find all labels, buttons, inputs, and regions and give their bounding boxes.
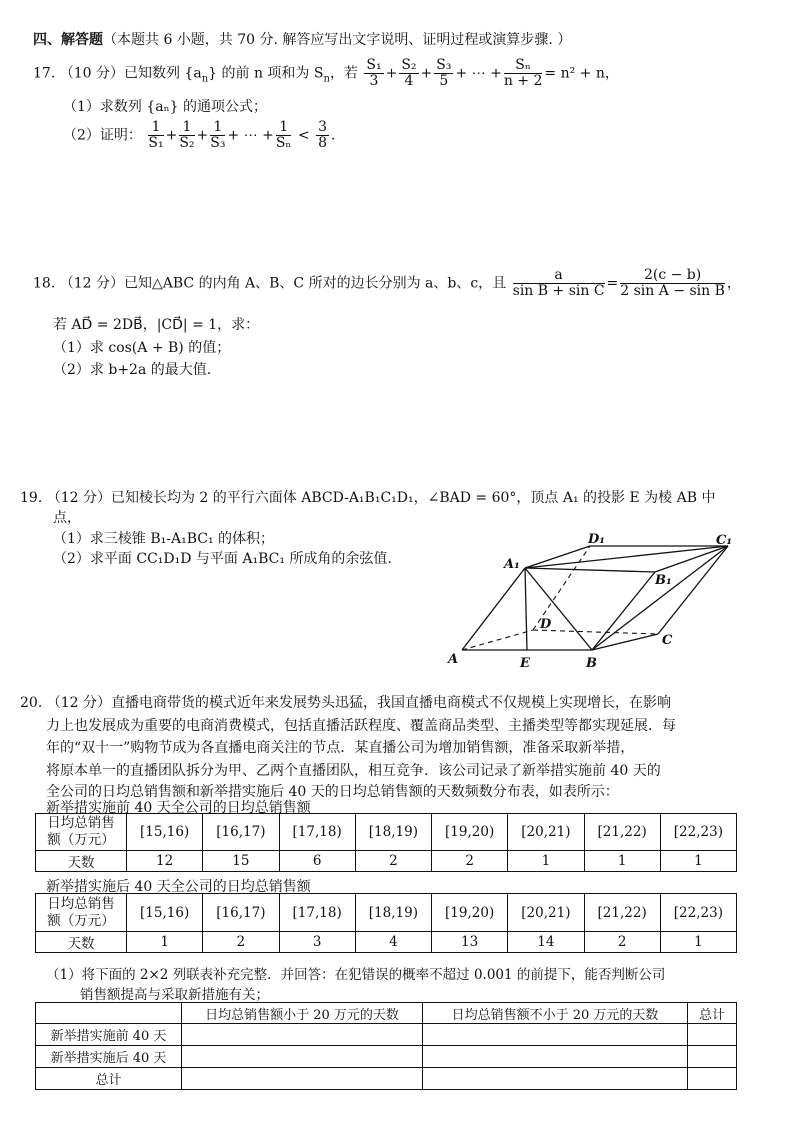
label-B1: B₁ [655, 573, 672, 588]
row-header [36, 814, 127, 851]
q20-text-1: 直播电商带货的模式近年来发展势头迅猛，我国直播电商模式不仅规模上实现增长，在影响 [110, 695, 671, 711]
frac-den: sin B + sin C [512, 283, 605, 299]
bin-cell: [19,20) [432, 814, 508, 851]
bin-cell: [20,21) [508, 894, 584, 932]
q20-line-3: 年的“双十一”购物节成为各直播电商关注的节点．某直播公司为增加销售额，准备采取新举措， [46, 740, 635, 756]
frac-num: S₂ [401, 57, 417, 73]
row-head-line2: 额（万元） [47, 912, 115, 929]
parallelepiped-figure [440, 530, 740, 675]
header-cell: 日均总销售额小于 20 万元的天数 [182, 1003, 423, 1024]
frac-num: 1 [276, 120, 292, 136]
q19-number: 19. [20, 490, 43, 506]
q18-eq: = [606, 275, 619, 292]
frac-num: 1 [210, 120, 225, 136]
q20-line-1 [20, 692, 671, 712]
bin-cell: [19,20) [432, 894, 508, 932]
bin-cell: [16,17) [203, 814, 279, 851]
q17-dots: + ⋯ + [455, 65, 502, 82]
q17-inv-3 [210, 120, 225, 151]
days-cell: 2 [584, 932, 660, 953]
q20-part1-b: 销售额提高与采取新措施有关； [80, 987, 269, 1003]
q17-end: . [331, 127, 336, 144]
bin-cell: [20,21) [508, 814, 584, 851]
q17-sub: n [201, 73, 209, 85]
q19-text: 已知棱长均为 2 的平行六面体 ABCD-A₁B₁C₁D₁，∠BAD = 60°，顶点 A₁ 的投影 E 为棱 AB 中 [110, 490, 716, 506]
days-cell: 1 [127, 932, 203, 953]
row-head-line2: 额（万元） [47, 832, 115, 848]
table-row [36, 814, 737, 851]
table-row [36, 1046, 737, 1068]
blank-cell[interactable] [688, 1024, 737, 1046]
days-cell: 1 [660, 851, 736, 872]
q17-inv-2 [179, 120, 194, 151]
q17-frac-3 [434, 58, 453, 89]
label-C1: C₁ [716, 533, 733, 548]
bin-cell: [15,16) [127, 814, 203, 851]
q20-number: 20. [20, 695, 43, 711]
section-note: （本题共 6 小题，共 70 分. 解答应写出文字说明、证明过程或演算步骤. ） [103, 32, 572, 48]
q17-part2-dots: + ⋯ + [227, 127, 274, 144]
q19-part2: （2）求平面 CC₁D₁D 与平面 A₁BC₁ 所成角的余弦值. [53, 551, 392, 567]
q18-text: 已知△ABC 的内角 A、B、C 所对的边长分别为 a、b、c，且 [123, 275, 507, 292]
q19-stem-cont: 点， [53, 510, 81, 526]
q18-comma: ， [726, 275, 741, 292]
q17-part1: （1）求数列 {aₙ} 的通项公式； [63, 99, 268, 115]
q17-frac-2 [399, 58, 418, 89]
q17-inv-1 [148, 120, 163, 151]
frac-num: S₃ [436, 57, 452, 73]
row-header [36, 894, 127, 932]
header-cell: 日均总销售额不小于 20 万元的天数 [423, 1003, 688, 1024]
header-cell: 总计 [688, 1003, 737, 1024]
row-label: 新举措实施前 40 天 [36, 1024, 182, 1046]
edge-B-B1 [592, 572, 655, 650]
frac-num: S₁ [366, 57, 382, 73]
q20-line-5: 全公司的日均总销售额和新举措实施后 40 天的日均总销售额的天数频数分布表，如表所示： [46, 784, 619, 800]
blank-cell[interactable] [688, 1068, 737, 1090]
frac-num: 2(c − b) [620, 268, 725, 284]
edge-A-A1 [462, 568, 525, 650]
q19-score: （12 分） [46, 490, 111, 506]
frac-den: S₁ [148, 135, 164, 151]
table2-title: 新举措实施后 40 天全公司的日均总销售额 [46, 879, 311, 895]
table-row [36, 894, 737, 932]
hidden-edge-D-C [533, 630, 658, 634]
row-label: 新举措实施后 40 天 [36, 1046, 182, 1068]
days-cell: 15 [203, 851, 279, 872]
table-row [36, 1003, 737, 1024]
frac-den: n + 2 [503, 73, 543, 89]
q17-text-c: ，若 [329, 65, 358, 82]
hidden-edge-A-D [462, 630, 533, 650]
days-cell: 2 [355, 851, 431, 872]
days-cell: 6 [279, 851, 355, 872]
table-row [36, 1024, 737, 1046]
blank-cell[interactable] [688, 1046, 737, 1068]
frac-den: 2 sin A − sin B [620, 283, 725, 299]
q19-part1: （1）求三棱锥 B₁-A₁BC₁ 的体积； [53, 531, 275, 547]
edge-C-C1 [658, 546, 728, 634]
q18-frac-left [513, 268, 605, 299]
frac-den: 8 [318, 135, 328, 151]
frac-num: 3 [318, 119, 328, 135]
q20-part1-a: （1）将下面的 2×2 列联表补充完整．并回答：在犯错误的概率不超过 0.001 的前提下，能否判断公司 [46, 967, 666, 983]
days-label: 天数 [36, 932, 127, 953]
frac-den: S₃ [210, 135, 226, 151]
bin-cell: [17,18) [279, 814, 355, 851]
q20-line-2: 力上也发展成为重要的电商消费模式，包括直播活跃程度、覆盖商品类型、主播类型等都实现延展．每 [46, 718, 676, 734]
row-head-line1: 日均总销售 [47, 895, 115, 912]
q17-part2-label: （2）证明： [63, 127, 142, 144]
q18-part2: （2）求 b+2a 的最大值. [53, 362, 212, 378]
blank-cell[interactable] [182, 1046, 423, 1068]
frac-num: 1 [179, 120, 194, 136]
q17-lt: < [297, 127, 310, 144]
edge-B-C1 [592, 546, 728, 650]
q17-part2: （2）证明： $\frac{1}{\text{S₁}}$ + $\frac{1}{\text{S₂}}$ + $\frac{1}{\text{S₃}}$ + ⋯ + $\frac{1}{\text{Sₙ}}$ < $\frac{3}{8}$ . [63, 119, 336, 151]
q17-sub-2: n [323, 73, 330, 85]
bin-cell: [17,18) [279, 894, 355, 932]
bin-cell: [16,17) [203, 894, 279, 932]
days-label: 天数 [36, 851, 127, 872]
frac-num: Sₙ [504, 58, 543, 74]
row-label: 总计 [36, 1068, 182, 1090]
table-before [35, 813, 737, 872]
blank-cell[interactable] [182, 1024, 423, 1046]
contingency-table [35, 1002, 737, 1090]
days-cell: 1 [584, 851, 660, 872]
blank-cell[interactable] [182, 1068, 423, 1090]
blank-cell[interactable] [423, 1068, 688, 1090]
q17-inv-n [276, 120, 292, 151]
table-row [36, 851, 737, 872]
q18-part1: （1）求 cos(A + B) 的值； [53, 340, 231, 356]
days-cell: 3 [279, 932, 355, 953]
edge-A1-B1 [525, 568, 655, 572]
blank-cell[interactable] [423, 1046, 688, 1068]
days-cell: 12 [127, 851, 203, 872]
days-cell: 1 [508, 851, 584, 872]
q17-text-b: } 的前 n 项和为 S [208, 65, 324, 82]
label-E: E [520, 656, 530, 671]
q17-stem: 17. （10 分）已知数列 $\{a_n\}$ 的前 n 项和为 $S_n$，若 $\frac{\text{S₁}}{3}$ + $\frac{\text{S₂}}{4}$ + $\frac{\text{S₃}}{5}$ + ⋯ + $\frac{\text{Sₙ}}{n + 2}$ = n² + n， [33, 57, 619, 89]
frac-den: 4 [404, 73, 414, 89]
section-title: 四、解答题 [33, 32, 103, 48]
bin-cell: [18,19) [355, 814, 431, 851]
q20-line-4: 将原本单一的直播团队拆分为甲、乙两个直播团队，相互竞争．该公司记录了新举措实施前 40 天的 [46, 763, 661, 779]
q18-stem [33, 268, 741, 299]
q18-frac-right [620, 268, 725, 299]
q19-stem [20, 487, 715, 507]
row-head-line1: 日均总销售 [47, 815, 115, 831]
label-B: B [586, 656, 597, 671]
q17-frac-1 [364, 58, 383, 89]
q17-frac-n [504, 58, 543, 89]
bin-cell: [21,22) [584, 814, 660, 851]
q17-rhs: = n² + n， [544, 65, 619, 82]
label-A1: A₁ [504, 557, 520, 572]
days-cell: 13 [432, 932, 508, 953]
section-header [33, 29, 571, 49]
bin-cell: [22,23) [660, 814, 736, 851]
bin-cell: [15,16) [127, 894, 203, 932]
q17-number: 17. [33, 65, 56, 82]
days-cell: 2 [203, 932, 279, 953]
days-cell: 1 [660, 932, 736, 953]
table-after [35, 893, 737, 953]
frac-den: S₂ [179, 135, 195, 151]
q18-number: 18. [33, 275, 56, 292]
table1-title: 新举措实施前 40 天全公司的日均总销售额 [46, 800, 311, 816]
edge-A1-B [525, 568, 592, 650]
q17-rhs-frac [316, 120, 329, 151]
label-C: C [662, 633, 673, 648]
q18-score: （12 分） [59, 275, 124, 292]
days-cell: 14 [508, 932, 584, 953]
q18-condition: 若 AD⃗ = 2DB⃗，|CD⃗| = 1，求： [53, 317, 260, 333]
bin-cell: [18,19) [355, 894, 431, 932]
frac-num: 1 [148, 120, 163, 136]
blank-cell[interactable] [423, 1024, 688, 1046]
label-A: A [448, 652, 459, 667]
label-D1: D₁ [588, 532, 605, 547]
frac-den: 5 [439, 73, 449, 89]
q20-score: （12 分） [46, 695, 111, 711]
table-row [36, 1068, 737, 1090]
edge-A1-E [525, 568, 527, 650]
frac-den: Sₙ [275, 135, 292, 151]
label-D: D [540, 617, 552, 632]
days-cell: 2 [432, 851, 508, 872]
frac-num: a [513, 268, 605, 284]
bin-cell: [21,22) [584, 894, 660, 932]
q17-text-a: 已知数列 {a [123, 65, 202, 82]
bin-cell: [22,23) [660, 894, 736, 932]
table-row [36, 932, 737, 953]
q17-score: （10 分） [59, 65, 124, 82]
days-cell: 4 [355, 932, 431, 953]
header-cell [36, 1003, 182, 1024]
frac-den: 3 [369, 73, 379, 89]
